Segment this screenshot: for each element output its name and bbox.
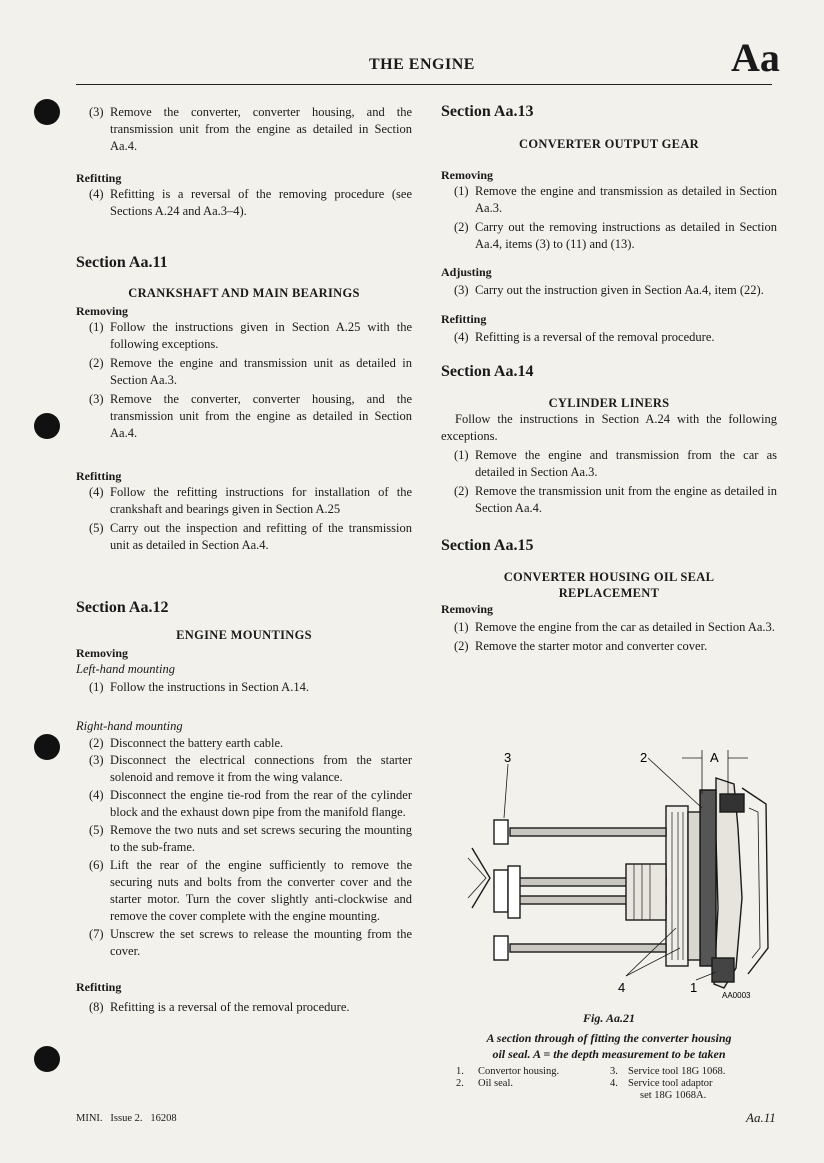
figure-legend [456,1066,776,1102]
list-item: (4) Refitting is a reversal of the removing procedure (see Sections A.24 and Aa.3–4). [89,187,412,218]
refitting-label: Refitting [76,980,122,994]
list-item: (1) Follow the instructions given in Section A.25 with the following exceptions. [89,320,412,351]
callout-3: 3 [504,750,512,765]
right-column [441,102,777,655]
list-item: (4) Follow the refitting instructions for installation of the crankshaft and bearings given in Section A.25 [89,485,412,516]
list-item: (4) Disconnect the engine tie-rod from the rear of the cylinder block and the exhaust down pipe from the manifold flange. [89,788,412,819]
removing-label: Removing [76,304,128,318]
header-divider [76,84,772,85]
section-subheading: CONVERTER OUTPUT GEAR [519,137,699,151]
page-header-title: THE ENGINE [369,56,475,73]
caption-line: A section through of fitting the converter housing [486,1031,732,1045]
callout-2: 2 [640,750,648,765]
punch-hole [34,99,60,125]
list-item: (4) Refitting is a reversal of the removal procedure. [454,330,715,344]
punch-hole [34,1046,60,1072]
section-code: Aa [731,35,780,80]
list-item: (2) Disconnect the battery earth cable. [89,736,284,750]
punch-hole [34,734,60,760]
paragraph: Follow the instructions in Section A.24 with the following exceptions. [441,412,777,443]
removing-label: Removing [76,646,128,660]
page-number: Aa.11 [746,1110,776,1125]
list-item: (2) Remove the starter motor and converter cover. [454,639,708,653]
left-column [76,104,412,1016]
section-subheading: CRANKSHAFT AND MAIN BEARINGS [128,286,360,300]
list-item: (3) Disconnect the electrical connections from the starter solenoid and remove it from the wing valance. [89,753,412,784]
callout-4: 4 [618,980,626,995]
section-subheading: REPLACEMENT [558,586,660,600]
list-item: (1) Follow the instructions in Section A.14. [89,680,309,694]
figure-label: Fig. Aa.21 [583,1011,635,1025]
section-heading: Section Aa.11 [76,254,168,271]
section-heading: Section Aa.15 [441,537,534,554]
right-mounting-label: Right-hand mounting [76,719,183,733]
list-item: (2) Carry out the removing instructions as detailed in Section Aa.4, items (3) to (11) and (13). [454,220,777,251]
section-subheading: ENGINE MOUNTINGS [176,628,312,642]
footer-publication: MINI. Issue 2. 16208 [76,1113,177,1124]
list-item: (3) Remove the converter, converter housing, and the transmission unit from the engine as detailed in Section Aa.4. [89,105,412,153]
section-heading: Section Aa.12 [76,599,169,616]
list-item: (7) Unscrew the set screws to release the mounting from the cover. [89,927,412,958]
removing-label: Removing [441,168,493,182]
list-item: (3) Carry out the instruction given in Section Aa.4, item (22). [454,283,764,297]
refitting-label: Refitting [76,171,122,185]
callout-a: A [710,750,719,765]
legend-row: 2. Oil seal. 4. Service tool adaptor [456,1078,713,1089]
legend-row: 1. Convertor housing. 3. Service tool 18G 1068. [456,1066,726,1077]
converter-seal-drawing [466,748,776,1002]
technical-illustration [466,748,776,1002]
list-item: (1) Remove the engine from the car as detailed in Section Aa.3. [454,620,775,634]
refitting-label: Refitting [76,469,122,483]
list-item: (2) Remove the engine and transmission unit as detailed in Section Aa.3. [89,356,412,387]
punch-hole [34,413,60,439]
drawing-code: AA0003 [722,991,751,1000]
caption-line: oil seal. A = the depth measurement to be taken [492,1047,726,1061]
list-item: (3) Remove the converter, converter housing, and the transmission unit from the engine as detailed in Section Aa.4. [89,392,412,440]
section-subheading: CYLINDER LINERS [548,396,670,410]
list-item: (5) Remove the two nuts and set screws securing the mounting to the sub-frame. [89,823,412,854]
list-item: (5) Carry out the inspection and refitting of the transmission unit as detailed in Section Aa.4. [89,521,412,552]
list-item: (6) Lift the rear of the engine sufficiently to remove the securing nuts and bolts from the converter cover and the starter motor. Turn the cover slightly anti-clockwise and remove the cover complete with the engine mounting. [89,858,412,923]
list-item: (8) Refitting is a reversal of the removal procedure. [89,1000,350,1014]
left-mounting-label: Left-hand mounting [76,662,175,676]
removing-label: Removing [441,602,493,616]
callout-1: 1 [690,980,698,995]
refitting-label: Refitting [441,312,487,326]
section-heading: Section Aa.14 [441,363,534,380]
figure-caption [441,1010,777,1062]
list-item: (1) Remove the engine and transmission as detailed in Section Aa.3. [454,184,777,215]
adjusting-label: Adjusting [441,265,492,279]
list-item: (2) Remove the transmission unit from the engine as detailed in Section Aa.4. [454,484,777,515]
list-item: (1) Remove the engine and transmission from the car as detailed in Section Aa.3. [454,448,777,479]
section-subheading: CONVERTER HOUSING OIL SEAL [503,570,715,584]
section-heading: Section Aa.13 [441,103,534,120]
legend-row: set 18G 1068A. [640,1090,707,1101]
